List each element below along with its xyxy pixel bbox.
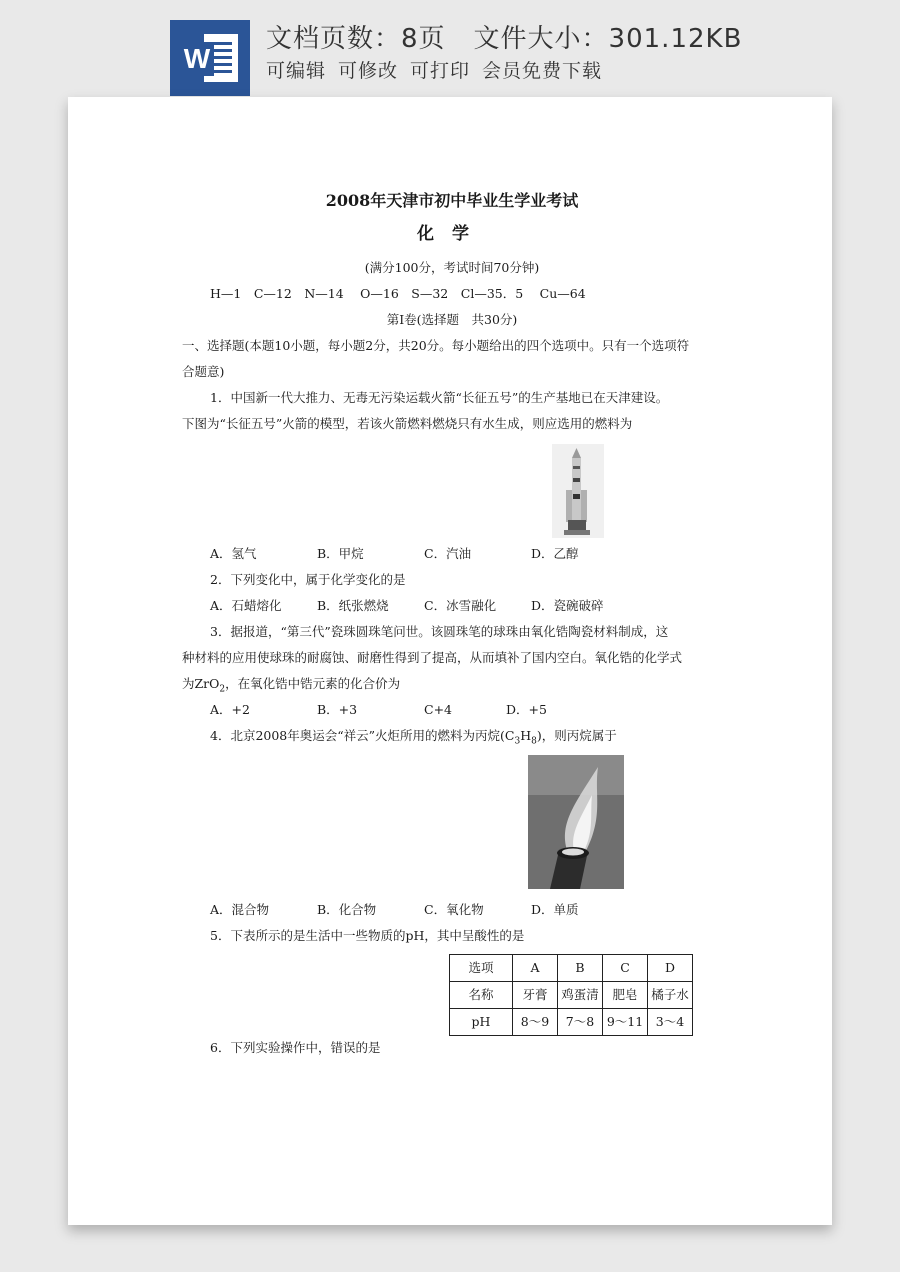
section-title: 第Ⅰ卷(选择题 共30分)	[386, 312, 518, 327]
option-a: A．+2	[210, 702, 250, 717]
section-intro-line1: 一、选择题(本题10小题，每小题2分，共20分。每小题给出的四个选项中。只有一个选项符	[182, 338, 690, 353]
option-b: B．+3	[317, 702, 358, 717]
atomic-masses: H—1 C—12 N—14 O—16 S—32 Cl—35．5 Cu—64	[210, 286, 586, 301]
option-a: A．石蜡熔化	[210, 598, 282, 613]
section-intro-line2: 合题意)	[182, 364, 225, 379]
question-4-options	[210, 897, 579, 923]
table-row: pH 8～9 7～8 9～11 3～4	[450, 1009, 693, 1036]
option-d: D．瓷碗破碎	[531, 598, 604, 613]
document-info-banner	[0, 0, 900, 96]
rocket-model-image	[552, 444, 604, 538]
question-1-line2: 下图为“长征五号”火箭的模型，若该火箭燃料燃烧只有水生成，则应选用的燃料为	[182, 416, 633, 431]
score-info: (满分100分，考试时间70分钟)	[364, 260, 540, 275]
question-1-line1: 1．中国新一代大推力、无毒无污染运载火箭“长征五号”的生产基地已在天津建设。	[210, 390, 669, 405]
feature-printable: 可打印	[410, 60, 471, 82]
option-d: D．乙醇	[531, 546, 579, 561]
feature-editable: 可编辑	[266, 60, 327, 82]
option-c: C．汽油	[424, 546, 472, 561]
exam-title: 2008年天津市初中毕业生学业考试	[325, 191, 579, 210]
file-size: 文件大小：301.12KB	[473, 24, 743, 54]
feature-member-download: 会员免费下载	[482, 60, 603, 82]
question-2: 2．下列变化中，属于化学变化的是	[210, 572, 406, 587]
question-4: 4．北京2008年奥运会“祥云”火炬所用的燃料为丙烷$(C_3H_8)$，则丙烷属于	[210, 728, 617, 747]
option-c: C+4	[424, 702, 452, 717]
word-document-icon: W	[170, 20, 250, 96]
feature-list	[266, 56, 614, 83]
question-5: 5．下表所示的是生活中一些物质的pH，其中呈酸性的是	[210, 928, 525, 943]
option-d: D．单质	[531, 902, 579, 917]
question-3-line1: 3．据报道，“第三代”瓷珠圆珠笔问世。该圆珠笔的球珠由氧化锆陶瓷材料制成，这	[210, 624, 669, 639]
question-3-line2: 种材料的应用使球珠的耐腐蚀、耐磨性得到了提高，从而填补了国内空白。氧化锆的化学式	[182, 650, 683, 665]
question-3-line3: 为ZrO$_2$，在氧化锆中锆元素的化合价为	[182, 676, 401, 695]
option-b: B．纸张燃烧	[317, 598, 389, 613]
option-a: A．氢气	[210, 546, 257, 561]
file-stats	[266, 18, 770, 55]
option-c: C．氧化物	[424, 902, 484, 917]
document-page	[68, 97, 832, 1225]
question-1-options	[210, 541, 579, 567]
option-d: D．+5	[506, 702, 547, 717]
question-6: 6．下列实验操作中，错误的是	[210, 1040, 381, 1055]
table-row: 名称 牙膏 鸡蛋清 肥皂 橘子水	[450, 982, 693, 1009]
feature-modifiable: 可修改	[338, 60, 399, 82]
exam-subject: 化学	[417, 224, 487, 244]
page-count: 文档页数：8页	[266, 24, 446, 54]
option-a: A．混合物	[210, 902, 270, 917]
option-c: C．冰雪融化	[424, 598, 497, 613]
question-2-options	[210, 593, 604, 619]
question-3-options	[210, 697, 547, 723]
option-b: B．甲烷	[317, 546, 364, 561]
ph-table	[449, 954, 693, 1036]
table-row: 选项 A B C D	[450, 955, 693, 982]
option-b: B．化合物	[317, 902, 377, 917]
olympic-torch-image	[528, 755, 624, 889]
